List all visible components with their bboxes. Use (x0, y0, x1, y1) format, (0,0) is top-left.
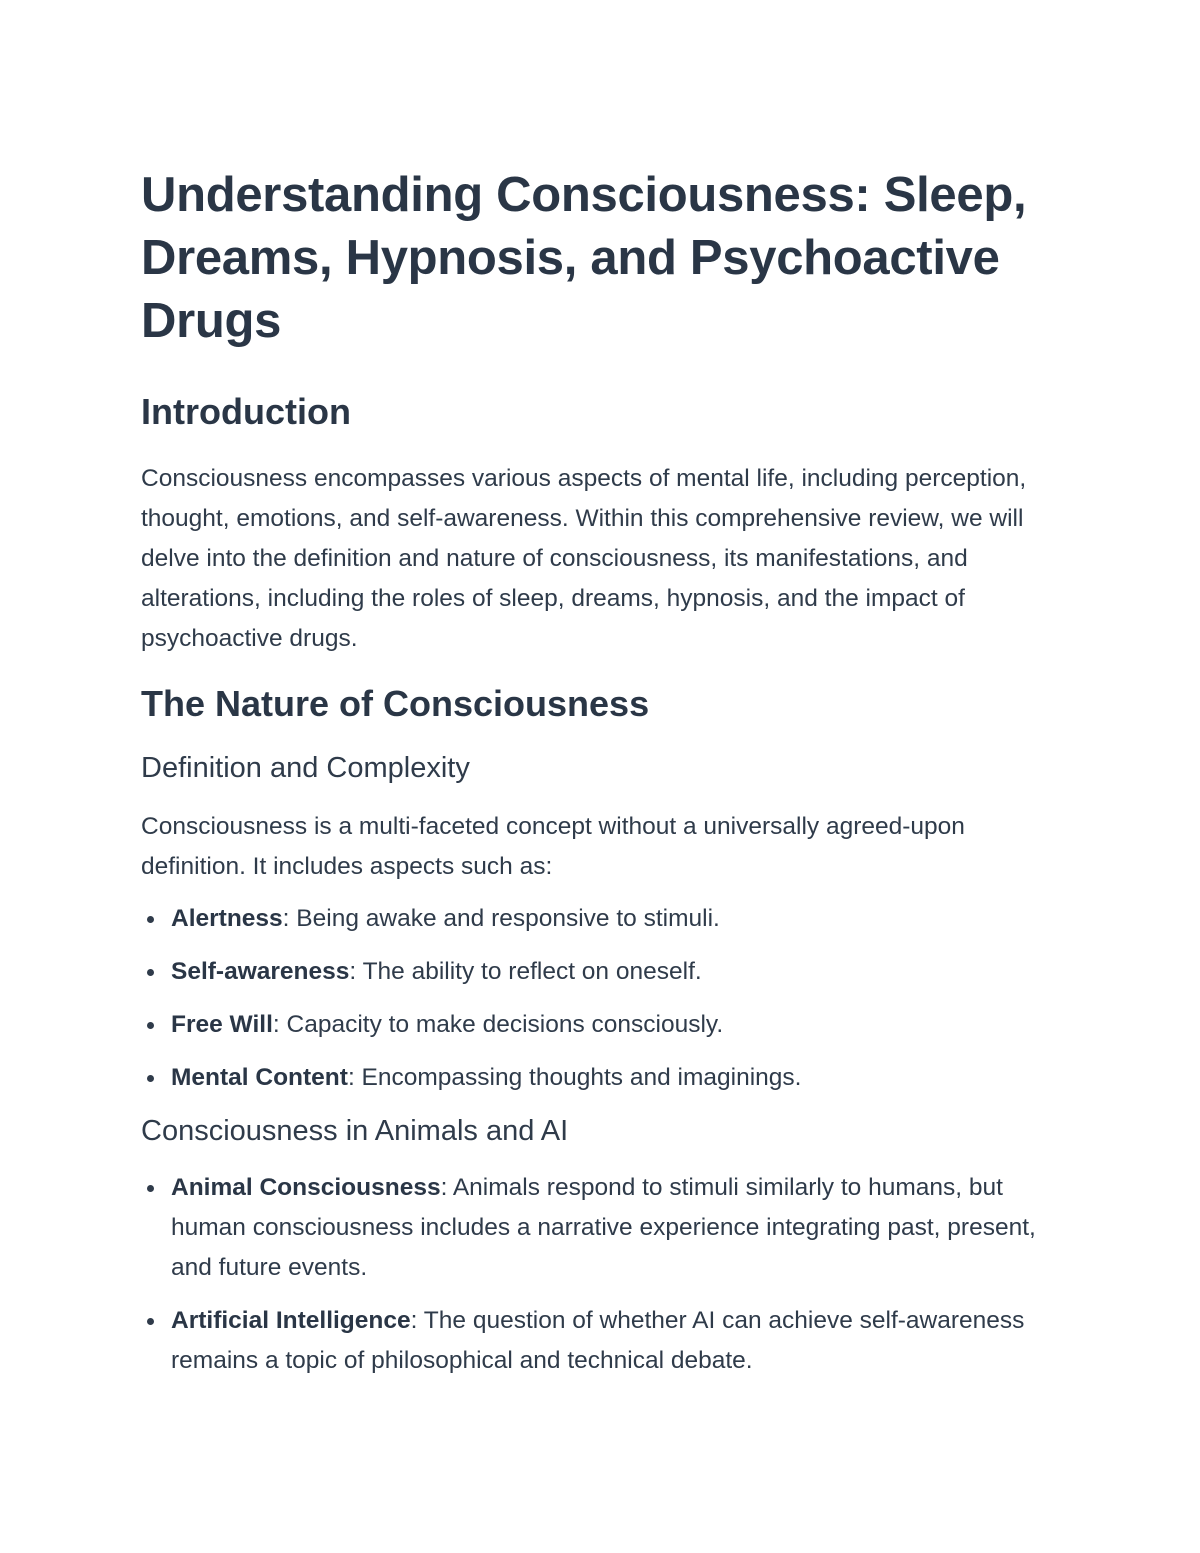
list-item-text: : The question of whether AI can achieve self-awareness remains a topic of philosophical and technical debate. (171, 1307, 1025, 1374)
list-item (141, 1301, 1071, 1381)
list-item-text: : Capacity to make decisions consciously. (272, 1011, 724, 1038)
definition-heading: Definition and Complexity (141, 752, 470, 784)
list-item (141, 1058, 1071, 1098)
list-item-text: : Encompassing thoughts and imaginings. (347, 1064, 802, 1091)
aspects-list (141, 899, 1071, 1098)
list-item (141, 952, 1071, 992)
bullet-icon (143, 1005, 157, 1045)
list-item (141, 1005, 1071, 1045)
list-item-term: Mental Content (171, 1064, 348, 1091)
document-page (141, 164, 1071, 1394)
animals-ai-list (141, 1168, 1071, 1381)
definition-paragraph: Consciousness is a multi-faceted concept without a universally agreed-upon definition. It includes aspects such as: (141, 813, 965, 880)
bullet-icon (143, 1301, 157, 1341)
introduction-paragraph: Consciousness encompasses various aspects of mental life, including perception, thought, emotions, and self-awareness. Within this comprehensive review, we will delve into the definition and nature of consciousness, its manifestations, and alterations, including the roles of sleep, dreams, hypnosis, and the impact of psychoactive drugs. (141, 465, 1027, 652)
bullet-icon (143, 1058, 157, 1098)
bullet-icon (143, 1168, 157, 1208)
list-item-term: Animal Consciousness (171, 1174, 441, 1201)
list-item-text: : Animals respond to stimuli similarly to humans, but human consciousness includes a narrative experience integrating past, present, and future events. (171, 1174, 1036, 1281)
list-item (141, 1168, 1071, 1288)
nature-heading: The Nature of Consciousness (141, 683, 650, 724)
bullet-icon (143, 952, 157, 992)
list-item-term: Alertness (171, 905, 283, 932)
list-item-text: : Being awake and responsive to stimuli. (282, 905, 720, 932)
introduction-heading: Introduction (141, 391, 351, 432)
bullet-icon (143, 899, 157, 939)
document-title: Understanding Consciousness: Sleep, Dreams, Hypnosis, and Psychoactive Drugs (141, 168, 1027, 348)
list-item (141, 899, 1071, 939)
list-item-term: Artificial Intelligence (171, 1307, 411, 1334)
list-item-text: : The ability to reflect on oneself. (349, 958, 702, 985)
list-item-term: Free Will (171, 1011, 273, 1038)
list-item-term: Self-awareness (171, 958, 350, 985)
animals-ai-heading: Consciousness in Animals and AI (141, 1115, 569, 1147)
